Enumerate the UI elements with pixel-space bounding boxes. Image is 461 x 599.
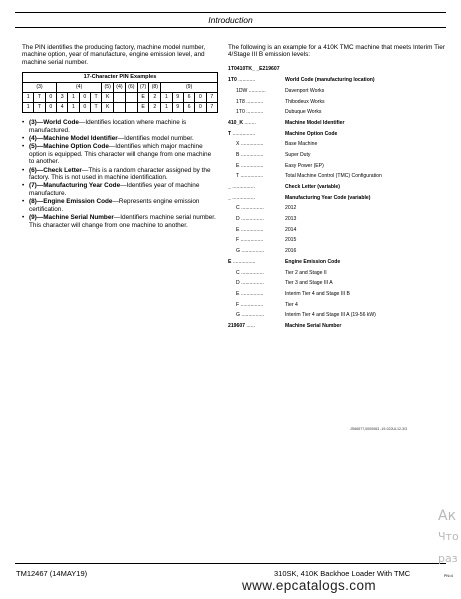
example-intro: The following is an example for a 410K TMC machine that meets Interim Tier 4/Stage III B emission levels:	[228, 44, 445, 59]
leader-dots: ................	[239, 205, 264, 212]
leader-dots: ................	[239, 312, 265, 319]
leader-dots: ................	[230, 194, 255, 201]
pin-table-cell	[114, 103, 126, 113]
example-code	[228, 323, 285, 330]
leader-dots: ................	[239, 290, 264, 297]
example-description: Total Machine Control (TMC) Configuration	[285, 173, 382, 180]
pin-code-item	[22, 182, 218, 197]
example-code-text: C	[236, 205, 240, 212]
leader-dots: ................	[239, 216, 264, 223]
pin-table-cell	[125, 93, 137, 103]
example-code	[228, 88, 285, 95]
pin-table-cell: T	[34, 103, 45, 113]
pin-code-description: —Represents engine emission certification.	[29, 198, 200, 213]
pin-code-term: (6)—Check Letter	[29, 166, 82, 174]
example-code-text: E	[228, 258, 232, 265]
header-top-rule	[15, 12, 446, 13]
example-code-text: D	[236, 280, 240, 287]
leader-dots: ................	[239, 226, 264, 233]
example-code-text: T	[228, 130, 232, 137]
activation-watermark-line-2: Что	[438, 530, 459, 543]
pin-table-cell: 4	[56, 103, 67, 113]
example-code-text: 1DW	[236, 87, 248, 94]
example-code	[228, 141, 285, 148]
pin-table-cell: 1	[68, 103, 79, 113]
example-code	[228, 280, 285, 287]
pin-code-term: (9)—Machine Serial Number	[29, 214, 114, 222]
leader-dots: ................	[239, 237, 264, 244]
example-description: 2012	[285, 205, 297, 212]
page-number: PN=4	[444, 574, 453, 578]
pin-table-header: (7)	[137, 83, 149, 93]
pin-intro: The PIN identifies the producing factory, machine model number, machine option, year of manufacture, engine emission level, and machine serial number.	[22, 44, 206, 66]
pin-table-cell: 1	[68, 93, 79, 103]
pin-table-cell: 2	[149, 103, 161, 113]
leader-dots: ................	[239, 280, 264, 287]
example-code	[228, 237, 285, 244]
example-code-text: F	[236, 301, 240, 308]
pin-table-cell: 0	[195, 93, 206, 103]
leader-dots: ................	[239, 162, 264, 169]
example-row	[228, 172, 448, 183]
example-description: Easy Power (EP)	[285, 162, 324, 169]
pin-table-cell: T	[34, 93, 45, 103]
example-description: Machine Model Identifier	[285, 119, 345, 126]
example-row	[228, 289, 448, 300]
example-code	[228, 99, 285, 106]
pin-code-item	[22, 143, 218, 165]
pin-table-cell: 9	[172, 103, 183, 113]
pin-table-cell: T	[90, 93, 101, 103]
pin-table-header: (4)	[56, 83, 101, 93]
example-description: Dubuque Works	[285, 109, 322, 116]
leader-dots: ......	[245, 322, 255, 329]
manual-title: 310SK, 410K Backhoe Loader With TMC	[274, 569, 411, 578]
example-code	[228, 205, 285, 212]
pin-code-description: —Identifies model number.	[117, 135, 194, 143]
example-row	[228, 193, 448, 204]
example-description: 2015	[285, 237, 297, 244]
example-row	[228, 65, 448, 76]
pin-table-cell: 0	[79, 103, 90, 113]
page-title: Introduction	[208, 15, 253, 25]
example-code-text: C	[236, 269, 240, 276]
example-description: Interim Tier 4 and Stage III A (19-56 kW)	[285, 312, 376, 319]
example-description: Super Duty	[285, 151, 311, 158]
leader-dots: ................	[239, 151, 264, 158]
example-code	[228, 77, 285, 84]
pin-table-cell: 0	[79, 93, 90, 103]
pin-code-term: (5)—Machine Option Code	[29, 143, 109, 151]
pin-table-cell: E	[137, 103, 149, 113]
example-description: Tier 3 and Stage III A	[285, 280, 333, 287]
pin-code-term: (4)—Machine Model Identifier	[29, 135, 118, 143]
example-row	[228, 321, 448, 332]
example-row	[228, 108, 448, 119]
leader-dots: ................	[239, 301, 264, 308]
example-code	[228, 109, 285, 116]
example-description: Machine Option Code	[285, 130, 338, 137]
example-code-text: 219607	[228, 322, 245, 329]
example-description: Tier 4	[285, 301, 298, 308]
example-code-text: G	[236, 248, 240, 255]
pin-table-header: (8)	[149, 83, 161, 93]
example-code-text: 1T8	[236, 98, 245, 105]
example-code	[228, 163, 285, 170]
leader-dots: ................	[231, 130, 256, 137]
example-row	[228, 300, 448, 311]
example-code-text: G	[236, 312, 240, 319]
pin-table-header: (4)	[114, 83, 126, 93]
watermark-site: www.epcatalogs.com	[242, 578, 377, 593]
example-description: 2016	[285, 248, 297, 255]
example-row	[228, 225, 448, 236]
leader-dots: ................	[239, 269, 264, 276]
example-row	[228, 257, 448, 268]
example-row	[228, 279, 448, 290]
pin-table-cell: K	[102, 93, 114, 103]
example-code	[228, 131, 285, 138]
pin-code-term: (8)—Engine Emission Code	[29, 198, 113, 206]
example-code	[228, 227, 285, 234]
leader-dots: ................	[239, 173, 264, 180]
leader-dots: ................	[239, 141, 264, 148]
pin-code-item	[22, 198, 218, 213]
pin-table-cell	[125, 103, 137, 113]
example-code	[228, 152, 285, 159]
pin-table-cell: 7	[206, 93, 217, 103]
pin-table-cell: 3	[56, 93, 67, 103]
example-description: 2014	[285, 226, 297, 233]
example-code-text: E	[236, 162, 240, 169]
pin-table-cell: E	[137, 93, 149, 103]
pin-table-cell	[114, 93, 126, 103]
pin-table-header: (6)	[125, 83, 137, 93]
pin-code-list	[22, 119, 218, 229]
pin-code-term: (3)—World Code	[29, 119, 79, 127]
example-code	[228, 302, 285, 309]
pin-code-item	[22, 119, 218, 134]
example-code-text: _	[228, 194, 231, 201]
example-code-text: X	[236, 141, 240, 148]
example-row	[228, 118, 448, 129]
leader-dots: ................	[230, 184, 255, 191]
example-row	[228, 86, 448, 97]
leader-dots: ............	[236, 77, 256, 84]
example-row	[228, 161, 448, 172]
pin-examples-table	[22, 72, 218, 113]
example-code	[228, 195, 285, 202]
example-code-text: D	[236, 216, 240, 223]
pin-code-description: —This is a random character assigned by the factory. This is not used in machine identification.	[29, 166, 211, 182]
example-code	[228, 173, 285, 180]
example-code-text: E	[236, 226, 240, 233]
example-row	[228, 204, 448, 215]
example-code-text: 1T0	[228, 77, 237, 84]
example-code	[228, 120, 285, 127]
reference-code: JS66577,0000063 -19-02JUL12-3/3	[350, 427, 408, 431]
pin-table-cell: 9	[172, 93, 183, 103]
leader-dots: ............	[244, 98, 264, 105]
left-column	[22, 44, 218, 230]
pin-table-cell: 1	[161, 93, 172, 103]
pin-table-header: (3)	[23, 83, 57, 93]
example-row	[228, 97, 448, 108]
example-description: Manufacturing Year Code (variable)	[285, 194, 371, 201]
example-row	[228, 150, 448, 161]
header-bottom-rule	[15, 27, 446, 28]
example-code-text: T	[236, 173, 240, 180]
pin-code-description: —Identifies location where machine is manufactured.	[29, 119, 187, 134]
example-description: Davenport Works	[285, 87, 325, 94]
example-code	[228, 270, 285, 277]
leader-dots: ............	[247, 87, 266, 94]
example-code-text: 1T0	[236, 109, 245, 116]
pin-code-term: (7)—Manufacturing Year Code	[29, 182, 121, 190]
example-code-text: E	[236, 290, 240, 297]
example-code	[228, 259, 285, 266]
pin-table-cell: 6	[183, 93, 194, 103]
pin-code-item	[22, 214, 218, 229]
example-description: Check Letter (variable)	[285, 184, 340, 191]
example-code: 1T0410TK_ _E219607	[228, 66, 280, 73]
example-description: Engine Emission Code	[285, 258, 341, 265]
leader-dots: ................	[239, 248, 265, 255]
leader-dots: ................	[231, 258, 256, 265]
pin-code-description: —Identifiers machine serial number. This character will change from one machine to another.	[29, 214, 216, 229]
example-description: World Code (manufacturing location)	[285, 77, 375, 84]
pin-table-cell: 7	[206, 103, 217, 113]
example-row	[228, 140, 448, 151]
example-code-text: B	[236, 151, 240, 158]
activation-watermark-line-3: раз	[438, 552, 458, 565]
pin-table-cell: 1	[161, 103, 172, 113]
pin-table-cell: 0	[45, 93, 56, 103]
example-description: 2013	[285, 216, 297, 223]
pin-code-description: —Identifies year of machine manufacture.	[29, 182, 200, 197]
pin-table-cell: 0	[195, 103, 206, 113]
pin-table-cell: 2	[149, 93, 161, 103]
example-row	[228, 129, 448, 140]
example-description: Thibodeux Works	[285, 98, 325, 105]
pin-code-item	[22, 135, 218, 142]
pin-table-title: 17-Character PIN Examples	[23, 73, 218, 83]
example-code-text: _	[228, 184, 231, 191]
pin-table-cell: T	[90, 103, 101, 113]
pin-table-cell: 6	[183, 103, 194, 113]
pin-table-cell: 1	[23, 103, 34, 113]
example-code	[228, 216, 285, 223]
document-id: TM12467 (14MAY19)	[16, 569, 88, 578]
example-description: Interim Tier 4 and Stage III B	[285, 290, 350, 297]
example-row	[228, 182, 448, 193]
leader-dots: ............	[244, 109, 264, 116]
example-breakdown	[228, 65, 448, 332]
leader-dots: ........	[243, 119, 256, 126]
example-description: Base Machine	[285, 141, 318, 148]
pin-table-header: (9)	[161, 83, 218, 93]
pin-table-cell: 0	[45, 103, 56, 113]
example-code	[228, 312, 285, 319]
pin-code-item	[22, 167, 218, 182]
activation-watermark-line-1: Ак	[438, 508, 457, 524]
pin-table-cell: 1	[23, 93, 34, 103]
pin-code-description: —Identifies which major machine option is equipped. This character will change from one machine to another.	[29, 143, 212, 166]
example-code	[228, 291, 285, 298]
pin-table-header: (5)	[102, 83, 114, 93]
footer-rule	[15, 563, 446, 564]
example-row	[228, 268, 448, 279]
example-code-text: F	[236, 237, 240, 244]
example-code-text: 410_K	[228, 119, 244, 126]
example-row	[228, 247, 448, 258]
example-row	[228, 236, 448, 247]
example-row	[228, 214, 448, 225]
example-code	[228, 248, 285, 255]
example-row	[228, 311, 448, 322]
example-code	[228, 184, 285, 191]
example-description: Machine Serial Number	[285, 322, 342, 329]
example-description: Tier 2 and Stage II	[285, 269, 327, 276]
right-column	[228, 44, 448, 332]
pin-table-cell: K	[102, 103, 114, 113]
example-row	[228, 76, 448, 87]
